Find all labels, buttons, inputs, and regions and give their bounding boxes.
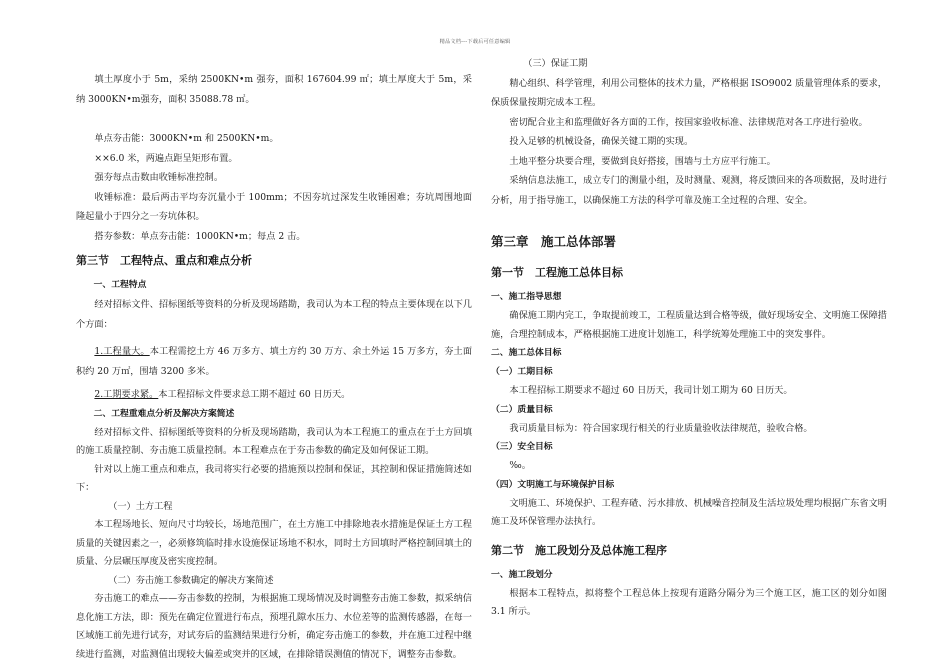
left-column (76, 54, 472, 664)
paragraph-equipment: 投入足够的机械设备，确保关键工期的实现。 (509, 136, 694, 147)
list-item-schedule (76, 385, 472, 405)
heading-civilization-target: （四）文明施工与环境保护目标 (491, 479, 615, 490)
heading-guiding-thought: 一、施工指导思想 (491, 292, 562, 302)
paragraph-civilization-target: 文明施工、环境保护、工程弃碴、污水排放、机械噪音控制及生活垃圾处理均根据广东省文明施工及环保管理办法执行。 (491, 497, 887, 527)
list-item-quantity (76, 342, 472, 381)
heading-safety-target: （三）安全目标 (491, 442, 553, 452)
paragraph-stop-criteria: 收锤标准：最后两击平均夯沉量小于 100mm；不因夯坑过深发生收锤困难；夯坑周围地面隆起量小于四分之一夯坑体积。 (76, 191, 472, 222)
heading-schedule-target: （一）工期目标 (491, 367, 553, 377)
paragraph-features-intro: 经对招标文件、招标图纸等资料的分析及现场踏勘，我司认为本工程的特点主要体现在以下几个方面： (76, 299, 472, 330)
paragraph-measures-intro: 针对以上施工重点和难点，我司将实行必要的措施预以控制和保证，其控制和保证措施简述如下： (76, 463, 472, 493)
paragraph-fill-thickness: 填土厚度小于 5m，采纳 2500KN•m 强夯，面积 167604.99 ㎡；填土厚度大于 5m，采纳 3000KN•m强夯，面积 35088.78 ㎡。 (76, 74, 472, 105)
heading-overall-targets: 二、施工总体目标 (491, 348, 562, 358)
heading-project-features: 一、工程特点 (93, 280, 147, 290)
subheading-earthwork: （一）土方工程 (108, 500, 173, 512)
page-header: 精品文档---下载后可任意编辑 (439, 39, 511, 45)
section-title-overall-targets: 第一节 工程施工总体目标 (491, 266, 623, 279)
paragraph-organization: 精心组织、科学管理，利用公司整体的技术力量，严格根据 ISO9002 质量管理体系的要求，保质保量按期完成本工程。 (491, 77, 887, 108)
right-column (491, 54, 887, 622)
paragraph-guiding-thought: 确保施工期内完工，争取提前竣工，工程质量达到合格等级，做好现场安全、文明施工保障措施，合理控制成本，严格根据施工进度计划施工，科学统筹处理施工中的突发事件。 (491, 310, 887, 340)
list-item-schedule-label: 2.工期要求紧。 (94, 389, 159, 400)
paragraph-section-division: 根据本工程特点，拟将整个工程总体上按现有道路分隔分为三个施工区，施工区的划分如图 3.1 所示。 (491, 587, 887, 617)
paragraph-information-method: 采纳信息法施工，成立专门的测量小组，及时测量、观测，将反馈回来的各项数据，及时进行分析，用于指导施工，以确保施工方法的科学可靠及施工全过程的合理、安全。 (491, 175, 887, 206)
section-title-features: 第三节 工程特点、重点和难点分析 (76, 254, 252, 267)
list-item-quantity-text: 本工程需挖土方 46 万多方、填土方约 30 万方、余土外运 15 万多方，夯土面积约 20 万㎡，围墙 3200 多米。 (76, 346, 473, 377)
paragraph-blow-count: 强夯每点击数由收锤标准控制。 (94, 172, 224, 183)
list-item-quantity-label: 1.工程量大。 (94, 346, 150, 357)
list-item-schedule-text: 本工程招标文件要求总工期不超过 60 日历天。 (158, 389, 351, 400)
paragraph-point-spacing: ××6.0 米，两遍点距呈矩形布置。 (94, 152, 238, 164)
paragraph-cooperation: 密切配合业主和监理做好各方面的工作，按国家验收标准、法律规范对各工序进行验收。 (509, 116, 868, 128)
paragraph-overlap-params: 搭夯参数：单点夯击能：1000KN•m；每点 2 击。 (94, 230, 306, 242)
paragraph-quality-target: 我司质量目标为：符合国家现行相关的行业质量验收法律规范，验收合格。 (509, 422, 813, 434)
chapter-title: 第三章 施工总体部署 (491, 234, 617, 249)
paragraph-land-leveling: 土地平整分块要合理，要做到良好搭接，围墙与土方应平行施工。 (509, 155, 776, 167)
section-title-division: 第二节 施工段划分及总体施工程序 (491, 543, 667, 557)
paragraph-single-point-energy: 单点夯击能：3000KN•m 和 2500KN•m。 (94, 133, 279, 144)
heading-key-difficulties: 二、工程重难点分析及解决方案简述 (93, 408, 235, 419)
paragraph-key-analysis: 经对招标文件、招标图纸等资料的分析及现场踏勘，我司认为本工程施工的重点在于土方回填的施工质量控制、夯击施工质量控制。本工程难点在于夯击参数的确定及如何保证工期。 (76, 426, 472, 456)
subheading-schedule-guarantee: （三）保证工期 (523, 58, 588, 69)
paragraph-earthwork: 本工程场地长、短向尺寸均较长，场地范围广，在土方施工中排除地表水措施是保证土方工程质量的关键因素之一，必须修筑临时排水设施保证场地不积水，同时土方回填时严格控制回填土的质量、分层碾压厚度及密实度控制。 (76, 519, 472, 567)
heading-section-division: 一、施工段划分 (491, 569, 553, 580)
paragraph-compaction-params: 夯击施工的难点——夯击参数的控制，为根据施工现场情况及时调整夯击施工参数，拟采纳信息化施工方法，即：预先在确定位置进行布点，预埋孔隙水压力、水位差等的监测传感器，在每一区域施工前先进行试夯，对试夯后的监测结果进行分析，确定夯击施工的参数，并在施工过程中继续进行监测，对监测值出现较大偏差或突并的区域，在排除错误测值的情况下，调整夯击参数。 (76, 593, 472, 660)
subheading-compaction-params: （二）夯击施工参数确定的解决方案简述 (108, 574, 274, 586)
paragraph-safety-target: ‰。 (509, 460, 531, 471)
heading-quality-target: （二）质量目标 (491, 404, 553, 415)
paragraph-schedule-target: 本工程招标工期要求不超过 60 日历天，我司计划工期为 60 日历天。 (509, 385, 793, 396)
